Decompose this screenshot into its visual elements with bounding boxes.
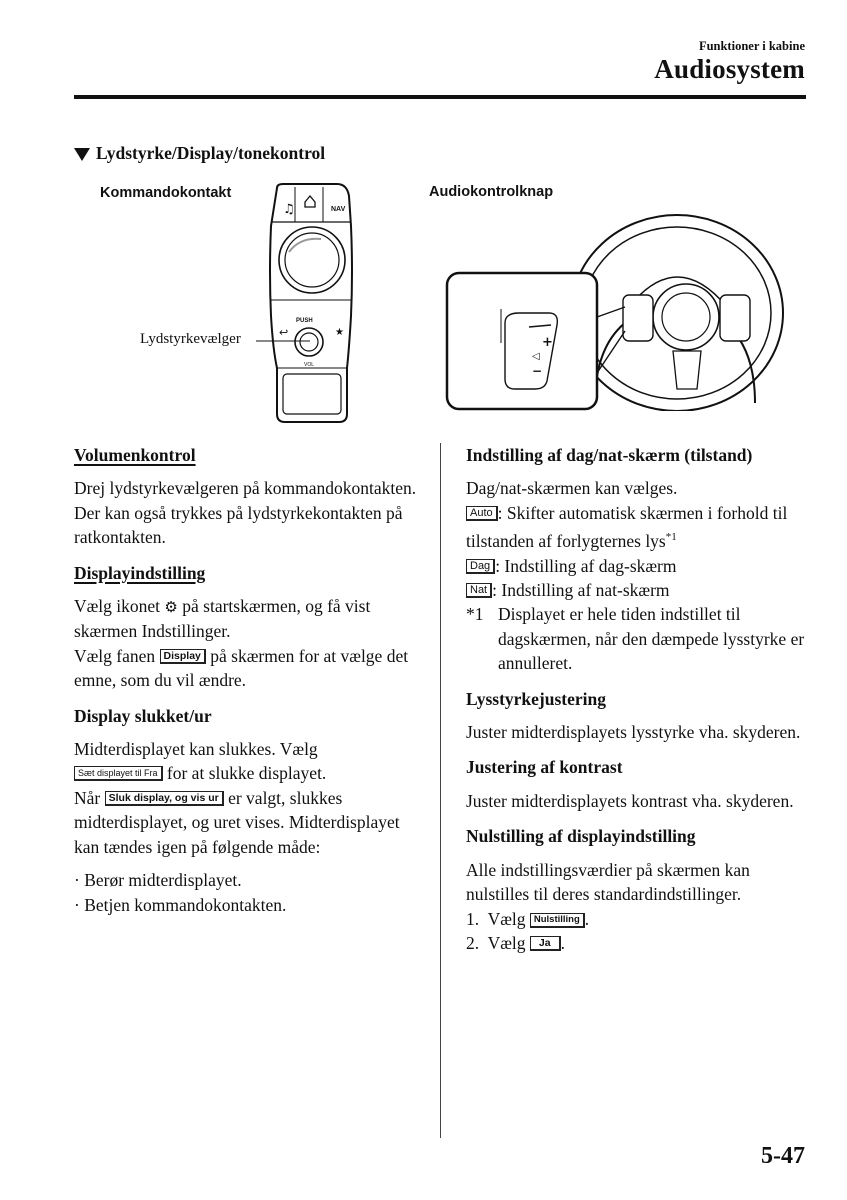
callout-volume-dial: Lydstyrkevælger	[140, 331, 241, 347]
footnote-mark: *1	[466, 604, 484, 625]
plus-icon: +	[542, 335, 553, 350]
back-icon: ↩	[279, 326, 289, 339]
day-text: : Indstilling af dag-skærm	[495, 555, 677, 576]
footnote-ref: *1	[665, 531, 677, 544]
heading-contrast: Justering af kontrast	[466, 757, 623, 778]
right-column	[466, 443, 811, 955]
display-on-bullets	[74, 868, 419, 917]
column-divider	[440, 443, 441, 1138]
day-button[interactable]: Dag	[466, 559, 495, 574]
heading-daynight: Indstilling af dag/nat-skærm (tilstand)	[466, 445, 753, 465]
display-setting-text	[74, 594, 419, 693]
auto-text: : Skifter automatisk skærmen i forhold til tilstanden af forlygternes lys	[466, 502, 788, 552]
contrast-text: Juster midterdisplayets kontrast vha. skyderen.	[466, 790, 794, 811]
heading-reset: Nulstilling af displayindstilling	[466, 826, 696, 847]
daynight-auto	[466, 501, 811, 554]
leader-line-volume-dial	[256, 330, 316, 354]
list-item: 1. Vælg Nulstilling .	[466, 908, 590, 929]
steering-wheel-illustration	[445, 213, 785, 411]
knob-vol-label: VOL	[304, 362, 315, 368]
list-item: 2. Vælg Ja .	[466, 932, 565, 953]
heading-brightness: Lysstyrkejustering	[466, 688, 606, 709]
list-item: · Berør midterdisplayet.	[74, 870, 242, 891]
display-setting-line1-rest: på startskærmen, og få vist skærmen Indstillinger.	[74, 596, 371, 642]
section-title	[74, 143, 325, 164]
reset-text: Alle indstillingsværdier på skærmen kan nulstilles til deres standardindstillinger.	[466, 859, 750, 905]
gear-icon: ⚙	[164, 598, 178, 617]
triangle-down-icon	[74, 148, 90, 161]
display-tab-button[interactable]: Display	[160, 649, 206, 664]
display-off-line3-rest: er valgt, slukkes midterdisplayet, og uret vises. Midterdisplayet kan tændes igen på følgende måde:	[74, 787, 400, 857]
left-column	[74, 443, 419, 917]
header-rule	[74, 95, 806, 99]
heading-volume: Volumenkontrol	[74, 445, 196, 465]
display-off-line2: for at slukke displayet.	[166, 763, 327, 784]
footnote-text: Displayet er hele tiden indstillet til dagskærmen, når den dæmpede lysstyrke er annulleret.	[498, 604, 805, 674]
footnote	[466, 602, 811, 675]
commander-switch-illustration	[255, 182, 355, 428]
figure-label-commander: Kommandokontakt	[100, 185, 232, 201]
display-off-line1: Midterdisplayet kan slukkes. Vælg	[74, 739, 318, 760]
daynight-intro: Dag/nat-skærmen kan vælges.	[466, 478, 678, 499]
volume-text: Drej lydstyrkevælgeren på kommandokontakten. Der kan også trykkes på lydstyrkekontakten på ratkontakten.	[74, 478, 417, 548]
reset-steps	[466, 907, 811, 956]
chapter-label: Funktioner i kabine	[698, 39, 805, 53]
heading-display-setting: Displayindstilling	[74, 562, 206, 583]
yes-button[interactable]: Ja	[530, 936, 561, 951]
display-off-clock-button[interactable]: Sluk display, og vis ur	[105, 791, 224, 806]
minus-icon: −	[532, 364, 543, 378]
knob-push-label: PUSH	[296, 318, 313, 324]
heading-display-off: Display slukket/ur	[74, 705, 212, 726]
daynight-day	[466, 554, 811, 578]
reset-button[interactable]: Nulstilling	[530, 913, 585, 928]
figure-label-audio-control: Audiokontrolknap	[429, 184, 554, 200]
night-button[interactable]: Nat	[466, 583, 492, 598]
display-setting-line2: Vælg fanen	[74, 645, 156, 666]
nav-label: NAV	[331, 206, 346, 213]
section-title-text: Lydstyrke/Display/tonekontrol	[96, 143, 326, 163]
night-text: : Indstilling af nat-skærm	[492, 580, 670, 601]
auto-button[interactable]: Auto	[466, 506, 498, 521]
display-setting-line1: Vælg ikonet	[74, 596, 161, 617]
brightness-text: Juster midterdisplayets lysstyrke vha. skyderen.	[466, 722, 801, 743]
favorite-star-icon: ★	[335, 327, 344, 338]
svg-text:♫: ♫	[283, 202, 295, 217]
display-off-line3: Når	[74, 787, 101, 808]
speaker-icon: ◁	[532, 351, 540, 362]
page-number: 5-47	[761, 1143, 805, 1169]
list-item: · Betjen kommandokontakten.	[74, 894, 287, 915]
daynight-night	[466, 578, 811, 602]
display-off-text	[74, 737, 419, 859]
page-title: Audiosystem	[654, 54, 805, 84]
display-off-button[interactable]: Sæt displayet til Fra	[74, 766, 163, 781]
display-setting-line2-rest: på skærmen for at vælge det emne, som du vil ændre.	[74, 645, 409, 691]
